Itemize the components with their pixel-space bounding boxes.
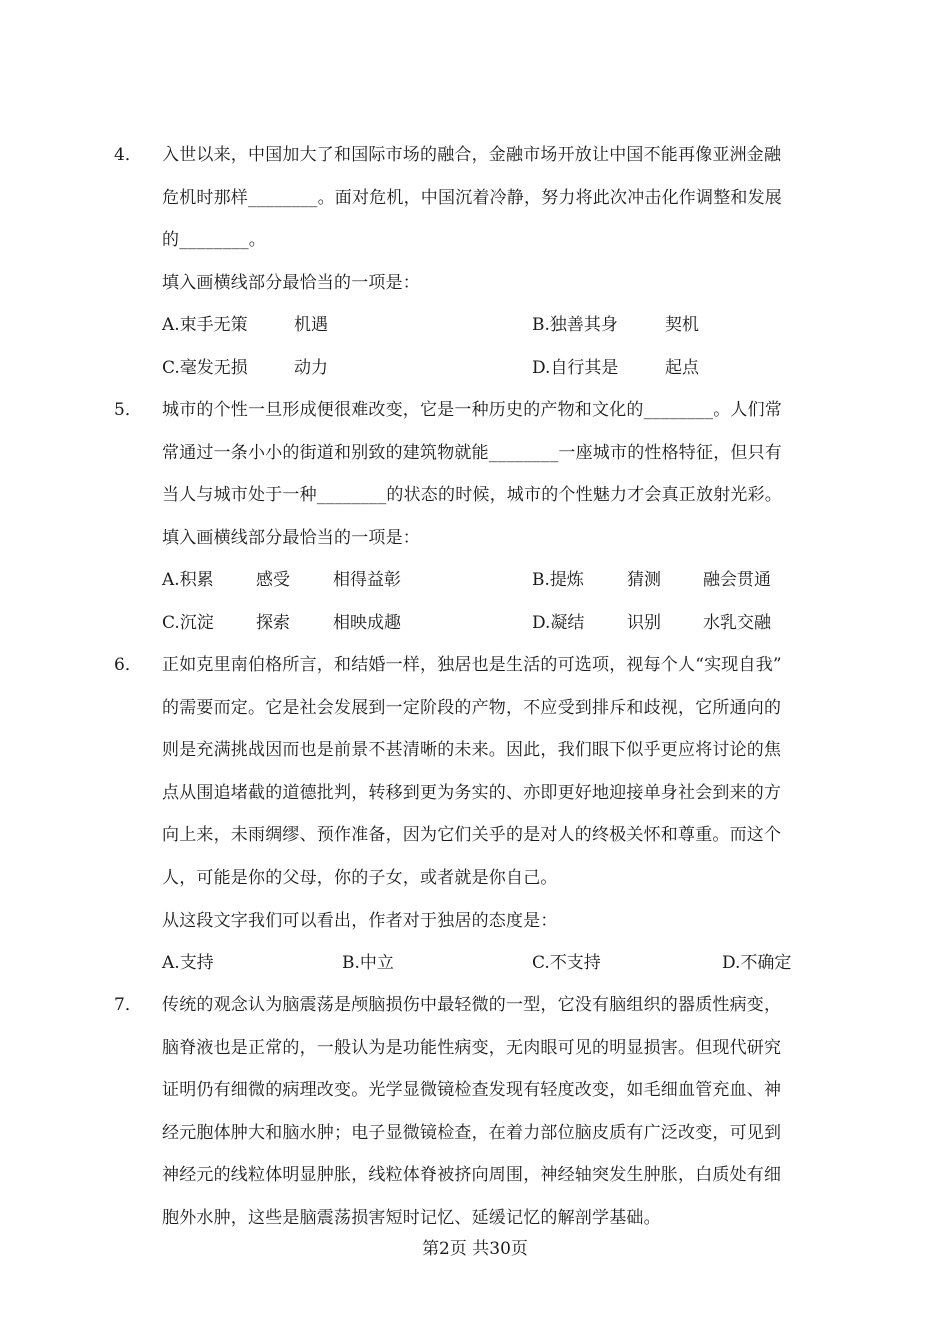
- question-text-line: 点从围追堵截的道德批判，转移到更为务实的、亦即更好地迎接单身社会到来的方: [162, 782, 782, 803]
- option-key: C.: [532, 953, 550, 974]
- question-text-line: 向上来，未雨绸缪、预作准备，因为它们关乎的是对人的终极关怀和尊重。而这个: [162, 825, 782, 846]
- option-key: A.: [162, 570, 180, 591]
- option-key: B.: [342, 953, 360, 974]
- question-text-line: 则是充满挑战因而也是前景不甚清晰的未来。因此，我们眼下似乎更应将讨论的焦: [162, 740, 782, 761]
- option-a: [162, 942, 214, 985]
- option-b: [342, 942, 394, 985]
- option-word: 水乳交融: [703, 613, 771, 633]
- option-b: [532, 559, 584, 602]
- question-text-line: 证明仍有细微的病理改变。光学显微镜检查发现有轻度改变，如毛细血管充血、神: [162, 1080, 782, 1101]
- option-key: C.: [162, 358, 180, 378]
- option-word: 积累: [179, 570, 214, 591]
- question-prompt: 从这段文字我们可以看出，作者对于独居的态度是：: [162, 910, 558, 931]
- question-text-line: 胞外水肿，这些是脑震荡损害短时记忆、延缓记忆的解剖学基础。: [162, 1208, 661, 1228]
- question-text-line: 传统的观念认为脑震荡是颅脑损伤中最轻微的一型，它没有脑组织的器质性病变，: [162, 995, 782, 1015]
- option-word: 凝结: [550, 613, 585, 633]
- option-key: C.: [162, 613, 180, 633]
- option-word: 不支持: [549, 953, 601, 974]
- question-number: 4．: [114, 145, 142, 165]
- option-word: 相映成趣: [333, 613, 401, 633]
- option-d: [722, 942, 791, 985]
- option-key: D.: [532, 613, 551, 633]
- option-a: [162, 304, 248, 347]
- question-number: 5．: [114, 400, 142, 420]
- option-word: 感受: [256, 570, 290, 591]
- question-text-line: 人，可能是你的父母，你的子女，或者就是你自己。: [162, 868, 558, 888]
- option-word: 束手无策: [179, 315, 248, 336]
- question-number: 7．: [114, 995, 142, 1015]
- option-key: A.: [162, 315, 180, 336]
- option-word: 独善其身: [549, 315, 618, 336]
- question-number: 6．: [114, 655, 142, 675]
- question-text-line: 经元胞体肿大和脑水肿；电子显微镜检查，在着力部位脑皮质有广泛改变，可见到: [162, 1122, 782, 1143]
- question-text-line: 的________。: [162, 230, 266, 251]
- page-footer: 第2页 共30页: [422, 1239, 528, 1259]
- question-text-line: 脑脊液也是正常的，一般认为是功能性病变，无肉眼可见的明显损害。但现代研究: [162, 1037, 782, 1058]
- question-text-line: 正如克里南伯格所言，和结婚一样，独居也是生活的可选项，视每个人“实现自我”: [162, 655, 782, 675]
- option-d: [532, 602, 584, 645]
- option-word: 起点: [665, 358, 699, 378]
- option-word: 融会贯通: [703, 570, 771, 591]
- question-text-line: 城市的个性一旦形成便很难改变，它是一种历史的产物和文化的________。人们常: [162, 400, 782, 420]
- option-key: D.: [722, 953, 741, 974]
- option-word: 相得益彰: [333, 570, 401, 591]
- question-text-line: 当人与城市处于一种________的状态的时候，城市的个性魅力才会真正放射光彩。: [162, 485, 782, 506]
- option-word: 识别: [627, 613, 661, 633]
- option-c: [162, 347, 248, 390]
- option-word: 中立: [359, 953, 394, 974]
- option-c: [532, 942, 601, 985]
- option-word: 自行其是: [550, 358, 619, 378]
- question-prompt: 填入画横线部分最恰当的一项是：: [162, 272, 420, 293]
- option-word: 动力: [294, 358, 328, 378]
- option-key: B.: [532, 570, 550, 591]
- question-text-line: 常通过一条小小的街道和别致的建筑物就能________一座城市的性格特征，但只有: [162, 442, 782, 463]
- option-word: 机遇: [294, 315, 328, 336]
- question-text-line: 神经元的线粒体明显肿胀，线粒体脊被挤向周围，神经轴突发生肿胀，白质处有细: [162, 1165, 782, 1186]
- option-key: D.: [532, 358, 551, 378]
- option-word: 猜测: [627, 570, 661, 591]
- question-text-line: 入世以来，中国加大了和国际市场的融合，金融市场开放让中国不能再像亚洲金融: [162, 145, 782, 165]
- option-word: 探索: [256, 613, 290, 633]
- option-word: 契机: [665, 315, 699, 336]
- question-text-line: 危机时那样________。面对危机，中国沉着冷静，努力将此次冲击化作调整和发展: [162, 187, 782, 208]
- option-c: [162, 602, 214, 645]
- option-word: 沉淀: [179, 613, 214, 633]
- option-word: 提炼: [549, 570, 584, 591]
- option-word: 支持: [179, 953, 214, 974]
- option-key: B.: [532, 315, 550, 336]
- option-word: 毫发无损: [179, 358, 248, 378]
- option-d: [532, 347, 618, 390]
- option-b: [532, 304, 618, 347]
- question-prompt: 填入画横线部分最恰当的一项是：: [162, 527, 420, 548]
- option-a: [162, 559, 214, 602]
- question-text-line: 的需要而定。它是社会发展到一定阶段的产物，不应受到排斥和歧视，它所通向的: [162, 697, 782, 718]
- option-word: 不确定: [740, 953, 792, 974]
- option-key: A.: [162, 953, 180, 974]
